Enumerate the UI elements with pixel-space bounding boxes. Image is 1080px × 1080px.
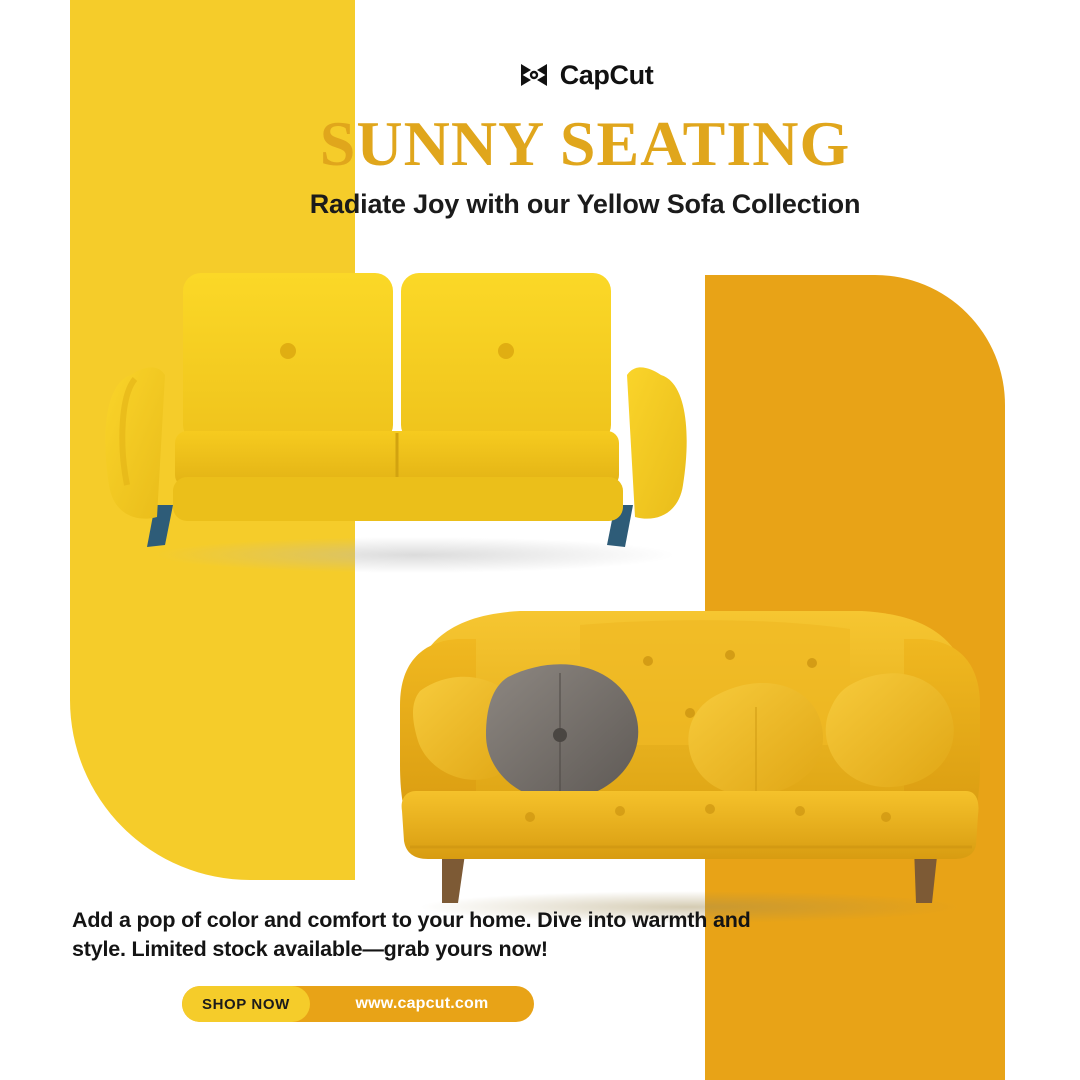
footer — [72, 906, 772, 1022]
capcut-logo-icon — [517, 60, 551, 90]
brand-name: CapCut — [559, 59, 654, 90]
website-url[interactable]: www.capcut.com — [355, 995, 489, 1012]
sofa-illustration-top — [95, 255, 715, 575]
cta-banner[interactable] — [182, 986, 534, 1022]
shop-now-button[interactable]: SHOP NOW — [182, 986, 310, 1022]
page-subtitle: Radiate Joy with our Yellow Sofa Collection — [309, 189, 861, 220]
description-text: Add a pop of color and comfort to your home. Dive into warmth and style. Limited stock available—grab yours now! — [72, 907, 751, 961]
brand-lockup — [90, 58, 1080, 92]
page-title: SUNNY SEATING — [319, 108, 851, 179]
header — [0, 58, 1080, 220]
sofa-photo-bottom — [380, 595, 1000, 925]
